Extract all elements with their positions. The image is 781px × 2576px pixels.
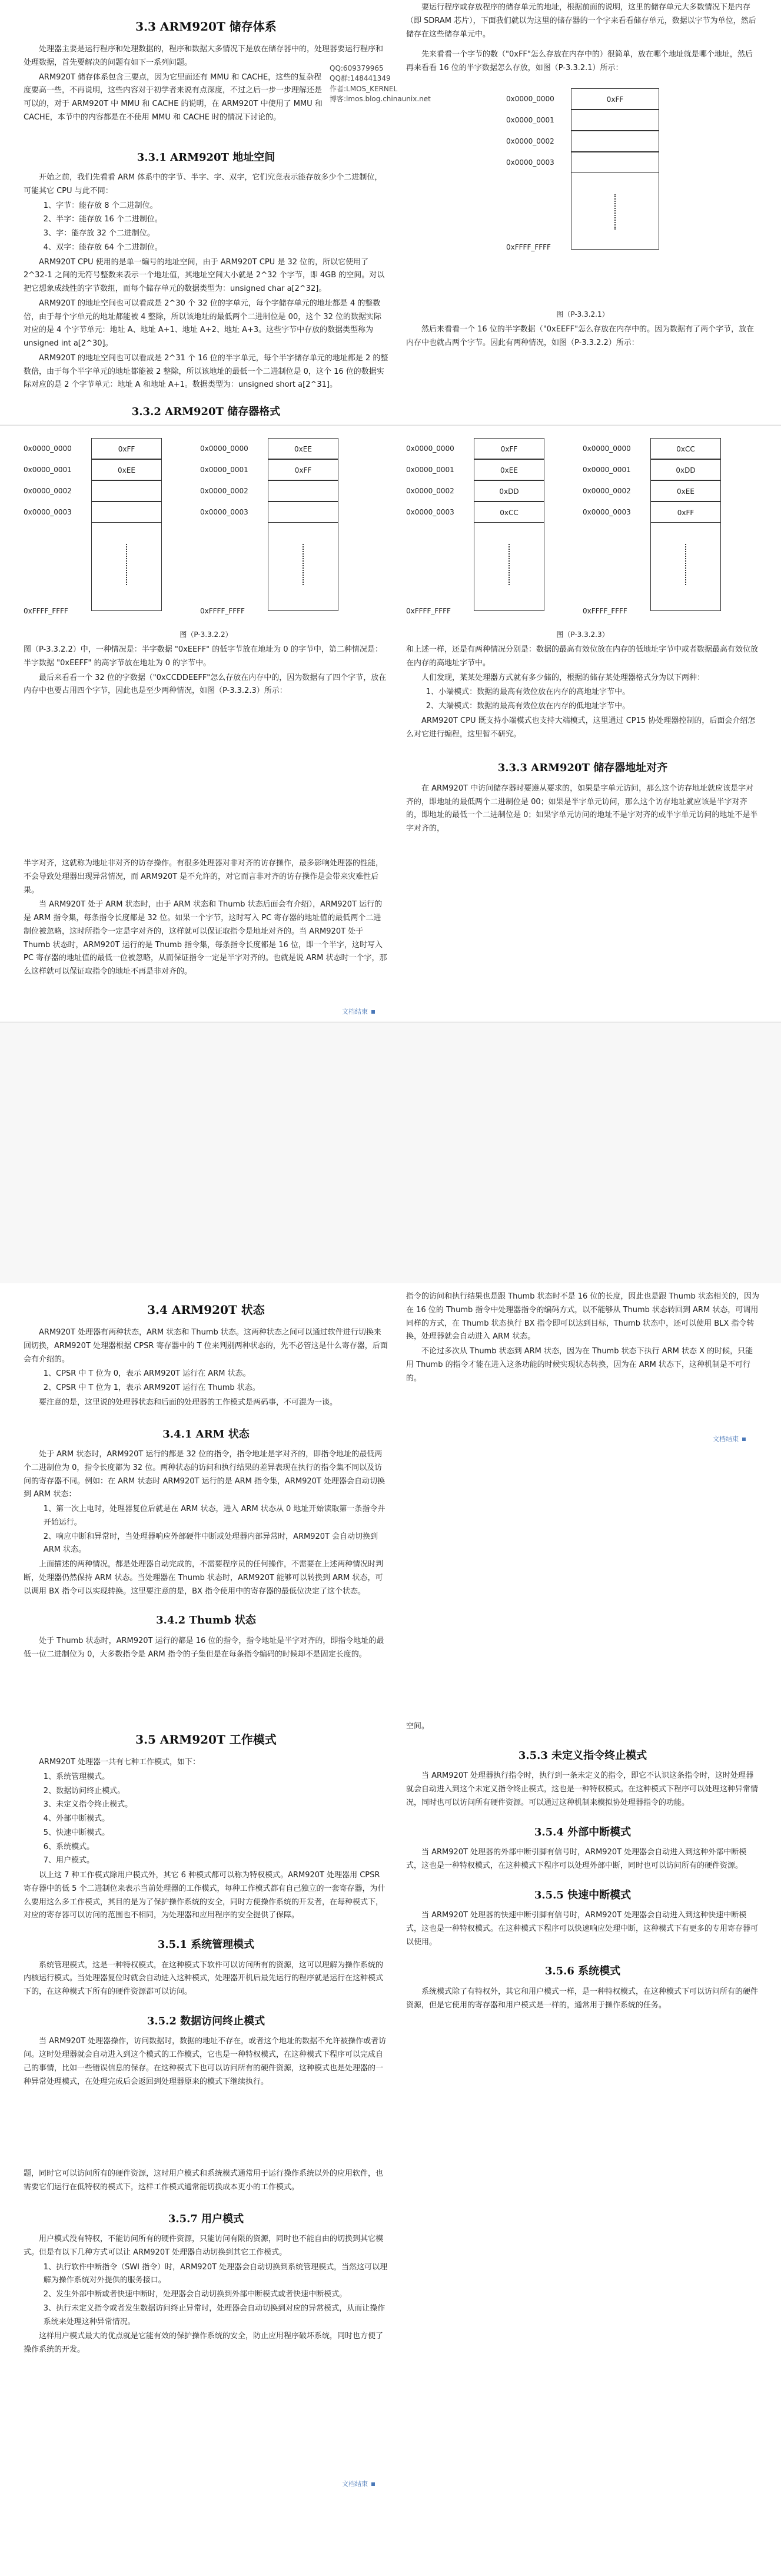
paragraph: 当 ARM920T 处于 ARM 状态时，由于 ARM 状态和 Thumb 状态后面会有介绍），ARM920T 运行的是 ARM 指令集，每条指令长度都是 32 位。如果一个字节，这时写入 PC 寄存器的地址值的最低两个二进制位被忽略，这时所指令一定是字对齐的，这样就可以保证取指令是地址对齐的。当 ARM920T 处于 Thumb 状态时，ARM920T 运行的是 Thumb 指令集，每条指令长度都是 16 位，即一个半字，这时写入 PC 寄存器的地址值的最低一位被忽略，从而保证指令一定是半字对齐的。也就是说 ARM 状态时一个字，那么这样就可以保证取指令的地址不再是非对齐的。 [24,900,387,976]
memory-address-label: 0x0000_0000 [506,95,554,103]
memory-cell [91,480,162,502]
paragraph: ARM920T 处理器有两种状态，ARM 状态和 Thumb 状态。这两种状态之间可以通过软件进行切换来回切换，ARM920T 处理器根据 CPSR 寄存器中的 T 位来判别两种状态的，先不必管这是什么寄存器，后面会有介绍的。 [24,1328,388,1364]
memory-end-address: 0xFFFF_FFFF [583,607,627,615]
footer-square-icon [742,1438,746,1441]
heading-3-5-3: 3.5.3 未定义指令终止模式 [518,1749,647,1762]
paragraph: 用户模式没有特权，不能访问所有的硬件资源，只能访问有限的资源，同时也不能自由的切换到其它模式。但是有以下几种方式可以让 ARM920T 处理器自动切换到其它工作模式。 [24,2235,384,2257]
continuation-dots [303,544,305,585]
sheet1-right-lower [406,306,759,351]
heading-3-5-4: 3.5.4 外部中断模式 [534,1825,632,1838]
figure-caption: 图（P-3.3.2.1） [556,310,609,318]
list-item: 1、执行软件中断指令（SWI 指令）时，ARM920T 处理器会自动切换到系统管理模式，当然这可以理解为操作系统对外提供的服务接口。 [43,2262,388,2285]
heading-3-5-1: 3.5.1 系统管理模式 [157,1938,255,1951]
heading-3-5-5: 3.5.5 快速中断模式 [534,1888,632,1901]
paragraph: 不论过多次从 Thumb 状态到 ARM 状态，因为在 Thumb 状态下执行 ARM 状态 X 的时候，只能用 Thumb 的指令才能在进入这条功能的时候实现状态转换，因为在 ARM 状态下，这种机制是不可行的。 [406,1347,753,1383]
paragraph: 图（P-3.3.2.2）中，一种情况是：半字数据 "0xEEFF" 的低字节放在地址为 0 的字节中，第二种情况是：半字数据 "0xEEFF" 的高字节放在地址为 0 的字节中。 [24,645,383,668]
memory-cell [571,152,659,173]
list-item: 1、字节：能存放 8 个二进制位。 [43,201,158,210]
memory-address-label: 0x0000_0003 [506,158,554,167]
paragraph: ARM920T 的地址空间也可以看成是 2^31 个 16 位的半字单元，每个半字储存单元的地址都是 2 的整数倍，由于每个半字单元的地址都能被 2 整除，所以该地址的最低一个二进制位是 0，这个 16 位的数据实际对应的是 2 个字节单元：地址 A 和地址 A+1。数据类型为：unsigned short a[2^31]。 [24,353,388,390]
memory-cell: 0xDD [474,480,544,502]
list-item: 2、半字：能存放 16 个二进制位。 [43,215,162,224]
memory-cell: 0xFF [571,88,659,109]
memory-address-label: 0x0000_0001 [200,466,248,474]
memory-address-label: 0x0000_0001 [506,116,554,124]
paragraph: ARM920T CPU 既支持小端模式也支持大端模式，这里通过 CP15 协处理器控制的，后面会介绍怎么对它进行编程，这里暂不研究。 [406,716,756,739]
sheet-divider [0,1022,781,1023]
paragraph: 这样用户模式最大的优点就是它能有效的保护操作系统的安全，防止应用程序破坏系统，同时也方便了操作系统的开发。 [24,2332,384,2354]
heading-3-3-2: 3.3.2 ARM920T 储存器格式 [131,406,281,418]
heading-3-5: 3.5 ARM920T 工作模式 [135,1732,277,1747]
memory-address-label: 0x0000_0001 [24,466,72,474]
figure-caption: 图（P-3.3.2.3） [556,630,609,639]
sheet-divider [0,425,781,426]
paragraph: 当 ARM920T 处理器的快速中断引脚有信号时，ARM920T 处理器会自动进入到这种快速中断模式，这也是一种特权模式。在这种模式下程序可以快速响应处理中断，这种模式下有更多的专用寄存器可以使用。 [406,1911,759,1947]
list-item: 1、系统管理模式。 [43,1772,110,1781]
data-size-list [24,200,388,255]
paragraph: 以上这 7 种工作模式除用户模式外，其它 6 种模式都可以称为特权模式。ARM920T 处理器用 CPSR 寄存器中的低 5 个二进制位来表示当前处理器的工作模式，每种工作模式都有自己独立的一套寄存器，为什么要用这么多工作模式，其目的是为了保护操作系统的安全，同时方便操作系统的开发者，在每种模式下，对应的寄存器可以访问的范围也不相同，为处理器和应用程序的安全提供了保障。 [24,1871,385,1920]
memory-cell: 0xEE [268,438,338,459]
heading-3-3-3: 3.3.3 ARM920T 储存器地址对齐 [497,762,668,775]
paragraph: 系统模式除了有特权外，其它和用户模式一样，是一种特权模式，在这种模式下可以访问所有的硬件资源，但是它使用的寄存器和用户模式是一样的，通常用于操作系统的任务。 [406,1987,759,2010]
page-footer [713,1433,746,1445]
list-item: 2、数据访问终止模式。 [43,1786,125,1795]
paragraph: 系统管理模式，这是一种特权模式，在这种模式下软件可以访问所有的资源，这可以理解为操作系统的内核运行模式。当处理器复位时就会自动进入这种模式，处理器开机后最先运行的程序就是运行在这种模式下的，在这种模式下所有的硬件资源都可以访问。 [24,1960,384,1996]
paragraph: 然后来看看一个 16 位的半字数据（"0xEEFF"怎么存放在内存中的。因为数据有了两个字节，放在内存中也就占两个字节。因此有两种情况，如图（P-3.3.2.2）所示： [406,325,755,347]
memory-address-label: 0x0000_0000 [583,444,631,453]
paragraph: 先来看看一个字节的数（"0xFF"怎么存放在内存中的）很简单，放在哪个地址就是哪个地址，然后再来看看 16 位的半字数据怎么存放，如图（P-3.3.2.1）所示： [406,50,753,72]
sheet4-bottom [24,2166,388,2358]
memory-end-address: 0xFFFF_FFFF [406,607,451,615]
contact-qq-group: QQ群:148441349 [330,74,391,83]
list-item: 2、发生外部中断或者快速中断时，处理器会自动切换到外部中断模式或者快速中断模式。 [43,2290,347,2299]
heading-3-3: 3.3 ARM920T 储存体系 [135,19,277,34]
contact-blog: 博客:lmos.blog.chinaunix.net [330,95,431,104]
sheet2-left-column [24,626,388,699]
heading-3-4: 3.4 ARM920T 状态 [147,1303,265,1317]
memory-cell [571,109,659,131]
sheet1-right-column [406,0,759,77]
memory-address-label: 0x0000_0000 [200,444,248,453]
list-item: 2、CPSR 中 T 位为 1，表示 ARM920T 运行在 Thumb 状态。 [43,1383,260,1392]
sheet4-right-column [406,1719,759,2013]
footer-text: 文档结束 [342,1008,368,1015]
paragraph: 上面描述的两种情况，都是处理器自动完成的，不需要程序员的任何操作，不需要在上述两种情况时判断，处理器仍然保持 ARM 状态。当处理器在 Thumb 状态时，ARM920T 能够可以转换到 ARM 状态，可以调用 BX 指令可以实现转换。这里要注意的是，BX 指令使用中的寄存器的最低位决定了这个状态。 [24,1560,384,1596]
sheet3-right-column [406,1289,759,1386]
memory-cell [571,131,659,152]
state-list [24,1367,388,1395]
memory-address-label: 0x0000_0003 [200,508,248,516]
paragraph: 当 ARM920T 处理器的外部中断引脚有信号时，ARM920T 处理器会自动进入到这种外部中断模式，这也是一种特权模式，在这种模式下程序可以处理外部中断，同时也可以访问所有的硬件资源。 [406,1848,747,1870]
memory-address-label: 0x0000_0002 [583,487,631,495]
memory-address-label: 0x0000_0002 [24,487,72,495]
memory-cell [268,480,338,502]
paragraph: ARM920T 的地址空间也可以看成是 2^30 个 32 位的字单元，每个字储存单元的地址都是 4 的整数倍，由于每个字单元的地址都能被 4 整除，所以该地址的最低两个二进制位是 00，这个 32 位的数据实际对应的是 4 个字节单元：地址 A、地址 A+1、地址 A+2、地址 A+3。这些字节中存放的数据类型称为 unsigned int a[2^30]。 [24,298,382,348]
user-mode-switch-list [24,2261,388,2329]
page-footer [342,2478,375,2489]
paragraph: 当 ARM920T 处理器执行指令时，执行到一条未定义的指令，即它不认识这条指令时，这时处理器就会自动进入到这个未定义指令终止模式，这也是一种特权模式。在这种模式下程序可以处理这种异常情况，同时也可以访问所有硬件资源。可以通过这种机制来模拟协处理器指令的功能。 [406,1771,759,1807]
list-item: 3、未定义指令终止模式。 [43,1800,133,1810]
footer-text: 文档结束 [713,1435,739,1443]
arm-state-list [24,1503,388,1557]
paragraph: ARM920T CPU 使用的是单一编号的地址空间，由于 ARM920T CPU 是 32 位的，所以它使用了 2^32-1 之间的无符号整数来表示一个地址值，其地址空间大小就是 2^32 个字节，即 4GB 的空间。对以把它想象成线性的字节数组，而每个储存单元的数据类型为：unsigned char a[2^32]。 [24,257,385,293]
paragraph: 空间。 [406,1722,430,1731]
memory-cell: 0xEE [91,459,162,480]
list-item: 1、第一次上电时，处理器复位后就是在 ARM 状态，进入 ARM 状态从 0 地址开始读取第一条指令并开始运行。 [43,1505,385,1527]
memory-address-label: 0x0000_0000 [406,444,454,453]
sheet4-left-column [24,1725,388,2090]
document-sheet-1 [0,0,781,424]
memory-address-label: 0x0000_0002 [200,487,248,495]
list-item: 5、快速中断模式。 [43,1828,110,1837]
list-item: 7、用户模式。 [43,1856,95,1865]
memory-address-label: 0x0000_0002 [506,137,554,145]
heading-3-4-1: 3.4.1 ARM 状态 [162,1428,250,1440]
memory-address-label: 0x0000_0003 [406,508,454,516]
heading-3-3-1: 3.3.1 ARM920T 地址空间 [137,151,275,164]
list-item: 6、系统模式。 [43,1842,95,1851]
paragraph: ARM920T 储存体系包含三要点，因为它里面还有 MMU 和 CACHE，这些的复杂程度要高一些，不再说明，这些内容对于初学者来说有点深度，不过之后一步一步理解还是可以的，对于 ARM920T 中 MMU 和 CACHE 的说明，在 ARM920T 中使用了 MMU 和 CACHE，本节中的内容都是在不使用 MMU 和 CACHE 时的情况下讨论的。 [24,72,323,122]
sheet2-right-column [406,626,759,837]
continuation-dots [614,194,617,230]
memory-figure-byte [506,88,683,265]
page-footer [342,1006,375,1017]
continuation-dots [509,544,511,585]
document-sheet-2 [0,426,781,1021]
memory-address-label: 0x0000_0002 [406,487,454,495]
list-item: 2、大端模式：数据的最高有效位放在内存的低地址字节中。 [426,702,630,711]
footer-square-icon [371,1010,375,1014]
paragraph: 当 ARM920T 处理器操作，访问数据时，数据的地址不存在，或者这个地址的数据不允许被操作或者访问。这时处理器就会自动进入到这个模式的工作模式，它也是一种特权模式，在这种模式下程序可以完成自己的事情，比如一些错误信息的保存。在这种模式下也可以访问所有的硬件资源，这种模式也是处理器的一种异常处理模式，在处理完成后会返回到处理器原来的模式下继续执行。 [24,2037,387,2086]
heading-3-5-6: 3.5.6 系统模式 [544,1965,621,1978]
paragraph: 在 ARM920T 中访问储存器时要遵从要求的，如果是字单元访问，那么这个访存地址就应该是字对齐的，即地址的最低两个二进制位是 00；如果是半字单元访问，那么这个访存地址就应该是半字对齐的，即地址的最低一个二进制位是 0；如果字单元访问的地址不是字对齐的或半字单元访问的地址不是半字对齐的， [406,784,758,833]
memory-cell: 0xFF [91,438,162,459]
memory-address-label: 0x0000_0000 [24,444,72,453]
paragraph: 半字对齐，这就称为地址非对齐的访存操作。有很多处理器对非对齐的访存操作，最多影响处理器的性能，不会导致处理器出现异常情况，而 ARM920T 是不允许的，对它而言非对齐的访存操作是会带来灾难性后果。 [24,859,384,895]
footer-text: 文档结束 [342,2480,368,2488]
memory-cell: 0xEE [474,459,544,480]
paragraph: 处理器主要是运行程序和处理数据的，程序和数据大多情况下是放在储存器中的，处理器要运行程序和处理数据，首先要解决的问题有如下一系列问题。 [24,45,384,67]
memory-cell: 0xCC [650,438,721,459]
paragraph: 最后来看看一个 32 位的字数据（"0xCCDDEEFF"怎么存放在内存中的，因为数据有了四个字节，放在内存中也要占用四个字节，因此也是至少两种情况，如图（P-3.3.2.3）所示： [24,673,387,696]
sheet3-left-column [24,1295,388,1662]
memory-cell [268,502,338,523]
paragraph: 处于 Thumb 状态时，ARM920T 运行的都是 16 位的指令，指令地址是半字对齐的，即指令地址的最低一位二进制位为 0，大多数指令是 ARM 指令的子集但是在每条指令编码的时候却不是固定长度的。 [24,1636,384,1659]
continuation-dots [685,544,687,585]
memory-cell: 0xEE [650,480,721,502]
memory-end-address: 0xFFFF_FFFF [506,243,551,251]
document-sheet-3 [0,1283,781,1719]
paragraph: 指令的访问和执行结果也是跟 Thumb 状态时不是 16 位的长度，因此也是跟 Thumb 状态相关的，因为在 16 位的 Thumb 指令中处理器指令的编码方式，以不能够从 Thumb 状态转回到 ARM 状态，可调用同样的方式，在 Thumb 状态执行 BX 指令即可以达到目标，Thumb 状态中，还可以使用 BLX 指令转换，处理器就会自动进入 ARM 状态。 [406,1292,760,1342]
sheet2-bottom [24,856,388,980]
list-item: 1、CPSR 中 T 位为 0，表示 ARM920T 运行在 ARM 状态。 [43,1369,251,1379]
contact-author: 作者:LMOS_KERNEL [330,84,398,93]
list-item: 4、双字：能存放 64 个二进制位。 [43,243,162,252]
paragraph: 处于 ARM 状态时，ARM920T 运行的都是 32 位的指令，指令地址是字对齐的，即指令地址的最低两个二进制位为 0，指令长度都为 32 位。两种状态的访问和执行结果的差异表现在执行的指令集不同以及访问的寄存器不同。例如：在 ARM 状态时 ARM920T 运行的是 ARM 指令集，ARM920T 处理器会自动切换到 ARM 状态： [24,1450,385,1499]
list-item: 3、执行未定义指令或者发生数据访问终止异常时，处理器会自动切换到对应的异常模式，从而让操作系统来处理这种异常情况。 [43,2303,385,2326]
endianness-list [406,686,759,713]
paragraph: 要运行程序或存放程序的储存单元的地址，根据前面的说明，这里的储存单元大多数情况下是内存（即 SDRAM 芯片），下面我们就以为这里的储存器的一个字来看看储存单元，数据以字节为单位，然后储存在这些储存单元中。 [406,3,756,39]
paragraph: 要注意的是，这里说的处理器状态和后面的处理器的工作模式是两码事，不可混为一谈。 [39,1397,338,1407]
heading-3-4-2: 3.4.2 Thumb 状态 [156,1614,256,1627]
contact-qq: QQ:609379965 [330,64,384,72]
paragraph: 人们发现，某某处理器方式就有多少储的，根据的储存某处理器格式分为以下两种： [421,673,705,682]
memory-figure-word [406,438,759,632]
memory-figure-halfword [24,438,377,632]
continuation-dots [126,544,128,585]
figure-caption: 图（P-3.3.2.2） [180,630,232,639]
memory-cell: 0xCC [474,502,544,523]
memory-end-address: 0xFFFF_FFFF [24,607,68,615]
heading-3-5-2: 3.5.2 数据访问终止模式 [147,2014,265,2027]
list-item: 3、字：能存放 32 个二进制位。 [43,229,155,238]
memory-cell: 0xFF [268,459,338,480]
list-item: 2、响应中断和异常时，当处理器响应外部硬件中断或处理器内部异常时，ARM920T 会自动切换到 ARM 状态。 [43,1532,378,1555]
paragraph: 题，同时它可以访问所有的硬件资源，这时用户模式和系统模式通常用于运行操作系统以外的应用软件，也需要它们运行在低特权的模式下，这样工作模式通常能切换成本更小的工作模式。 [24,2169,384,2192]
memory-cell: 0xFF [650,502,721,523]
paragraph: 和上述一样，还是有两种情况分别是：数据的最高有效位放在内存的低地址字节中或者数据最高有效位放在内存的高地址字节中。 [406,645,759,668]
memory-cell [91,502,162,523]
memory-address-label: 0x0000_0003 [24,508,72,516]
mode-list [24,1771,388,1868]
heading-3-5-7: 3.5.7 用户模式 [168,2212,244,2225]
memory-address-label: 0x0000_0001 [583,466,631,474]
memory-address-label: 0x0000_0001 [406,466,454,474]
memory-end-address: 0xFFFF_FFFF [200,607,245,615]
list-item: 4、外部中断模式。 [43,1814,110,1823]
list-item: 1、小端模式：数据的最高有效位放在内存的高地址字节中。 [426,688,630,697]
document-sheet-4 [0,1719,781,2576]
paragraph: ARM920T 处理器一共有七种工作模式，如下： [39,1758,201,1767]
paragraph: 开始之前，我们先看看 ARM 体系中的字节、半字、字、双字，它们究竟表示能存放多少个二进制位，可能其它 CPU 与此不同： [24,173,383,195]
memory-address-label: 0x0000_0003 [583,508,631,516]
memory-cell: 0xFF [474,438,544,459]
memory-cell: 0xDD [650,459,721,480]
footer-square-icon [371,2482,375,2486]
